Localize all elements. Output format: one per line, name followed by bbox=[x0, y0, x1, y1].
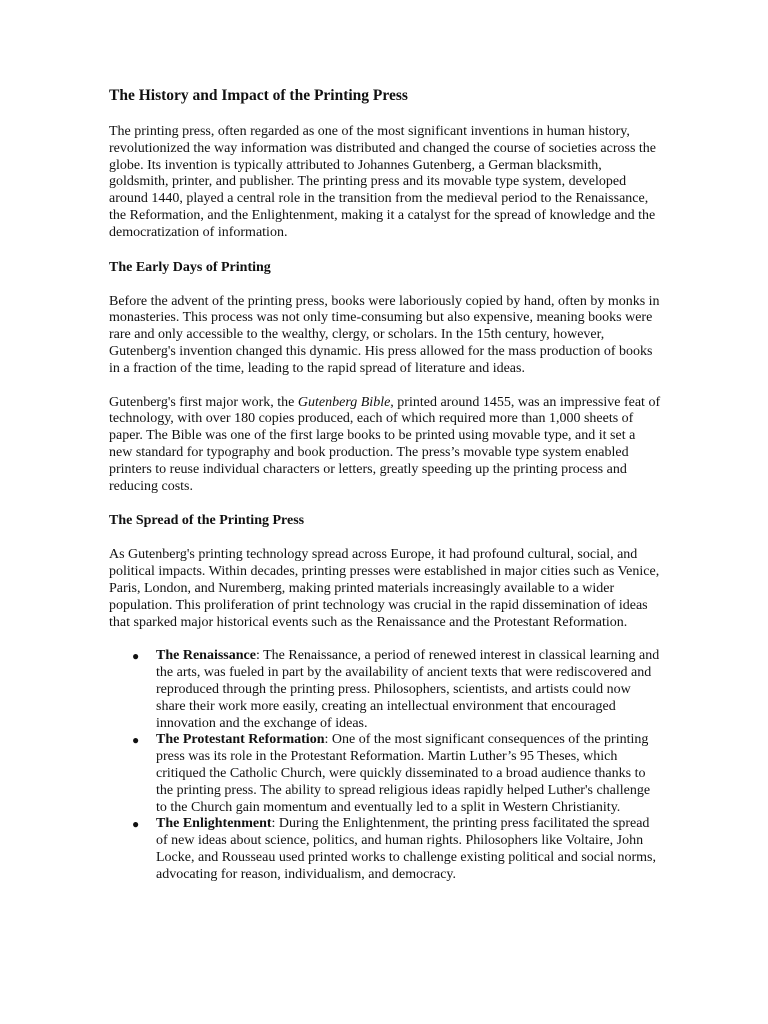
list-item-text: : During the Enlightenment, the printing press facilitated the spread of new ideas about science, politics, and human rights. Philosophers like Voltaire, John Locke, and Rousseau used printed works to challenge existing political and social norms, advocating for reason, individualism, and democracy. bbox=[156, 816, 656, 882]
list-item bbox=[132, 816, 661, 883]
intro-paragraph: The printing press, often regarded as one of the most significant inventions in human history, revolutionized the way information was distributed and changed the course of societies across the globe. Its invention is typically attributed to Johannes Gutenberg, a German blacksmith, goldsmith, printer, and publisher. The printing press and its movable type system, developed around 1440, played a central role in the transition from the medieval period to the Renaissance, the Reformation, and the Enlightenment, making it a catalyst for the spread of knowledge and the democratization of information. bbox=[109, 124, 656, 240]
early-days-paragraph-1: Before the advent of the printing press, books were laboriously copied by hand, often by monks in monasteries. This process was not only time-consuming but also expensive, meaning books were rare and only accessible to the wealthy, clergy, or scholars. In the 15th century, however, Gutenberg's invention changed this dynamic. His press allowed for the mass production of books in a fraction of the time, leading to the rapid spread of literature and ideas. bbox=[109, 293, 660, 376]
list-item bbox=[132, 648, 661, 732]
list-item-text: : The Renaissance, a period of renewed interest in classical learning and the arts, was fueled in part by the availability of ancient texts that were rediscovered and reproduced through the printing press. Philosophers, scientists, and artists could now share their work more easily, creating an intellectual environment that encouraged innovation and the exchange of ideas. bbox=[156, 648, 660, 731]
list-item-term: The Enlightenment bbox=[156, 816, 272, 832]
bullet-icon: ● bbox=[132, 817, 140, 832]
bullet-icon: ● bbox=[132, 733, 140, 748]
list-item-term: The Renaissance bbox=[156, 648, 256, 664]
document-title: The History and Impact of the Printing Press bbox=[109, 87, 408, 104]
impact-bullet-list bbox=[109, 648, 661, 883]
section-heading-early-days: The Early Days of Printing bbox=[109, 259, 271, 275]
para2-lead-text: Gutenberg's first major work, the bbox=[109, 394, 298, 410]
spread-paragraph-1: As Gutenberg's printing technology spread across Europe, it had profound cultural, social, and political impacts. Within decades, printing presses were established in major cities such as Venice, Paris, London, and Nuremberg, making printed materials increasingly available to a wider population. This proliferation of print technology was crucial in the rapid dissemination of ideas that sparked major historical events such as the Renaissance and the Protestant Reformation. bbox=[109, 547, 660, 630]
list-item-term: The Protestant Reformation bbox=[156, 732, 325, 748]
list-item bbox=[132, 732, 661, 816]
list-item-text: : One of the most significant consequences of the printing press was its role in the Protestant Reformation. Martin Luther’s 95 Theses, which critiqued the Catholic Church, were quickly disseminated to a broad audience thanks to the printing press. The ability to spread religious ideas rapidly helped Luther's challenge to the Church gain momentum and eventually led to a split in Western Christianity. bbox=[156, 732, 651, 815]
early-days-paragraph-2 bbox=[109, 395, 661, 496]
document-page bbox=[109, 86, 661, 883]
gutenberg-bible-title: Gutenberg Bible bbox=[297, 394, 391, 410]
section-heading-spread: The Spread of the Printing Press bbox=[109, 513, 305, 529]
bullet-icon: ● bbox=[132, 649, 140, 664]
para2-trailing-text: , printed around 1455, was an impressive feat of technology, with over 180 copies produced, each of which required more than 1,000 sheets of paper. The Bible was one of the first large books to be printed using movable type, and it set a new standard for typography and book production. The press’s movable type system enabled printers to reuse individual characters or letters, greatly speeding up the printing process and reducing costs. bbox=[109, 394, 661, 494]
